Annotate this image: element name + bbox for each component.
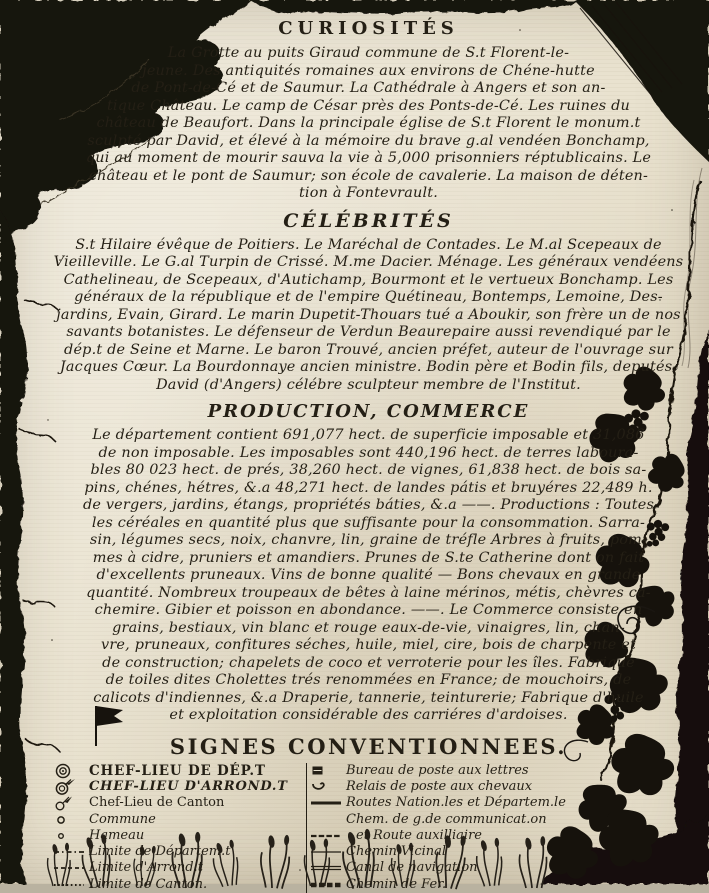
text-line: sin, légumes secs, noix, chanvre, lin, graine de tréfle Arbres à fruits, pom- (89, 532, 648, 548)
text-line: de toiles dites Cholettes trés renommées en France; de mouchoirs, de (105, 672, 632, 688)
text-line: S.t Hilaire évêque de Poitiers. Le Maréchal de Contades. Le M.al Scepeaux de (75, 236, 662, 253)
legend-title: SIGNES CONVENTIONNEES. (169, 733, 568, 759)
canton-boundary-icon (54, 882, 84, 888)
text-line: mes à cidre, pruniers et amandiers. Prunes de S.te Catherine dont on fait (92, 549, 645, 566)
legend-item: Routes Nation.les et Départem.le (311, 795, 607, 811)
text-line: de construction; chapelets de coco et verroterie pour les îles. Fabrique (102, 654, 635, 671)
text-line: jeune. Des antiquités romaines aux environs de Chéne-hutte (142, 62, 595, 79)
text-line: pins, chénes, hétres, &.a 48,271 hect. de landes pátis et bruyéres 22,489 h. (84, 479, 653, 496)
text-line: sculpté par David, et élevé à la mémoire du brave g.al vendéen Bonchamp, (87, 132, 650, 149)
text-line: qui au moment de mourir sauva la vie à 5,000 prisonniers réptublicains. Le (85, 150, 652, 166)
text-line: château et le pont de Saumur; son école de cavalerie. La maison de déten- (88, 167, 649, 184)
legend-item: CHEF-LIEU D'ARROND.T (54, 779, 306, 795)
legend-item: Chemin Vicinal (311, 844, 607, 860)
legend-item: Bureau de poste aux lettres (311, 763, 607, 779)
legend-item: Limite d'Arrond.t (54, 860, 306, 876)
text-line: les céréales en quantité plus que suffisante pour la consommation. Sarra- (91, 514, 646, 531)
text-line: Cathelineau, de Scepeaux, d'Autichamp, Bourmont et le vertueux Bonchamp. Les (63, 271, 674, 288)
text-line: grains, bestiaux, vin blanc et rouge eaux-de-vie, vinaigres, lin, chan- (112, 619, 625, 636)
map-legend (54, 763, 610, 893)
text-line: généraux de la république et de l'empire Quétineau, Bontemps, Lemoine, Des- (74, 289, 663, 305)
text-line: tique Château. Le camp de César près des Ponts-de-Cé. Les ruines du (106, 97, 631, 114)
legend-item: Commune (54, 811, 306, 827)
curiosites-title: CURIOSITÉS (278, 18, 459, 39)
text-line: La Grotte au puits Giraud commune de S.t Florent-le- (167, 45, 570, 61)
text-line: de vergers, jardins, étangs, propriétés báties, &.a ——. Productions : Toutes (82, 497, 655, 513)
text-line: jardins, Evain, Girard. Le marin Dupetit-Thouars tué a Aboukir, son frère un de nos (56, 306, 681, 323)
railway-icon (311, 881, 341, 889)
dept-boundary-icon (54, 849, 84, 855)
auxiliary-road-icon (311, 833, 341, 839)
text-line: vre, pruneaux, confitures séches, huile, miel, cire, bois de charpente et (101, 637, 636, 653)
legend-item: Chef-Lieu de Canton (54, 795, 306, 811)
curiosites-paragraph (40, 45, 697, 203)
text-line: château de Beaufort. Dans la principale église de S.t Florent le monum.t (96, 115, 641, 131)
legend-item: Chemin de Fer. (311, 877, 607, 893)
legend-item: Relais de poste aux chevaux (311, 779, 607, 795)
text-line: de Pont-de-Cé et de Saumur. La Cathédrale à Angers et son an- (131, 80, 606, 96)
post-relay-icon (311, 781, 341, 792)
text-line: dép.t de Seine et Marne. Le baron Trouvé, ancien préfet, auteur de l'ouvrage sur (64, 341, 673, 358)
legend-item: Chem. de g.de communicat.on (346, 811, 547, 827)
page-content (40, 2, 697, 893)
hameau-icon (54, 831, 84, 841)
dept-seat-icon (54, 763, 84, 779)
celebrites-paragraph (40, 237, 697, 395)
vicinal-road-icon (311, 849, 341, 855)
production-title: PRODUCTION, COMMERCE (207, 401, 530, 422)
text-line: Le département contient 691,077 hect. de superficie imposable et 31,086 (92, 427, 645, 443)
canal-icon (311, 864, 341, 872)
celebrites-title: CÉLÉBRITÉS (283, 209, 454, 232)
text-line: de non imposable. Les imposables sont 440,196 hect. de terres laboura- (98, 444, 639, 461)
legend-item: Limite de Canton. (54, 877, 306, 893)
text-line: tion à Fontevrault. (298, 185, 439, 201)
legend-right-column (306, 763, 607, 893)
text-line: Jacques Cœur. La Bourdonnaye ancien ministre. Bodin père et Bodin fils, deputés. (59, 359, 678, 375)
text-line: quantité. Nombreux troupeaux de bêtes à laine mérinos, métis, chèvres ca- (86, 584, 651, 601)
arrond-boundary-icon (54, 865, 84, 871)
text-line: savants botanistes. Le défenseur de Verdun Beaurepaire aussi revendiqué par le (66, 324, 671, 340)
text-line: calicots d'indiennes, &.a Draperie, tannerie, teinturerie; Fabrique d'huile (93, 689, 644, 706)
legend-item: Hameau (54, 828, 306, 844)
legend-item: Canal de navigation (311, 860, 607, 876)
canton-seat-icon (54, 795, 84, 811)
text-line: et exploitation considérable des carriéres d'ardoises. (169, 707, 568, 723)
legend-item: et Route auxilliaire (311, 828, 607, 844)
post-office-icon (311, 765, 341, 776)
production-paragraph (40, 427, 697, 725)
text-line: d'excellents pruneaux. Vins de bonne qualité — Bons chevaux en grande (96, 567, 641, 583)
legend-item: Limite de Départem.t (54, 844, 306, 860)
text-line: chemire. Gibier et poisson en abondance. ——. Le Commerce consiste en (94, 602, 643, 618)
text-line: Vieilleville. Le G.al Turpin de Crissé. M.me Dacier. Ménage. Les généraux vendéens (53, 254, 684, 270)
arrond-seat-icon (54, 778, 84, 795)
commune-icon (54, 814, 84, 826)
legend-item: CHEF-LIEU DE DÉP.T (54, 763, 306, 779)
national-road-icon (311, 800, 341, 806)
text-line: David (d'Angers) célébre sculpteur membre de l'Institut. (156, 376, 581, 393)
text-line: bles 80 023 hect. de prés, 38,260 hect. de vignes, 61,838 hect. de bois sa- (90, 462, 647, 478)
legend-left-column (54, 763, 306, 893)
